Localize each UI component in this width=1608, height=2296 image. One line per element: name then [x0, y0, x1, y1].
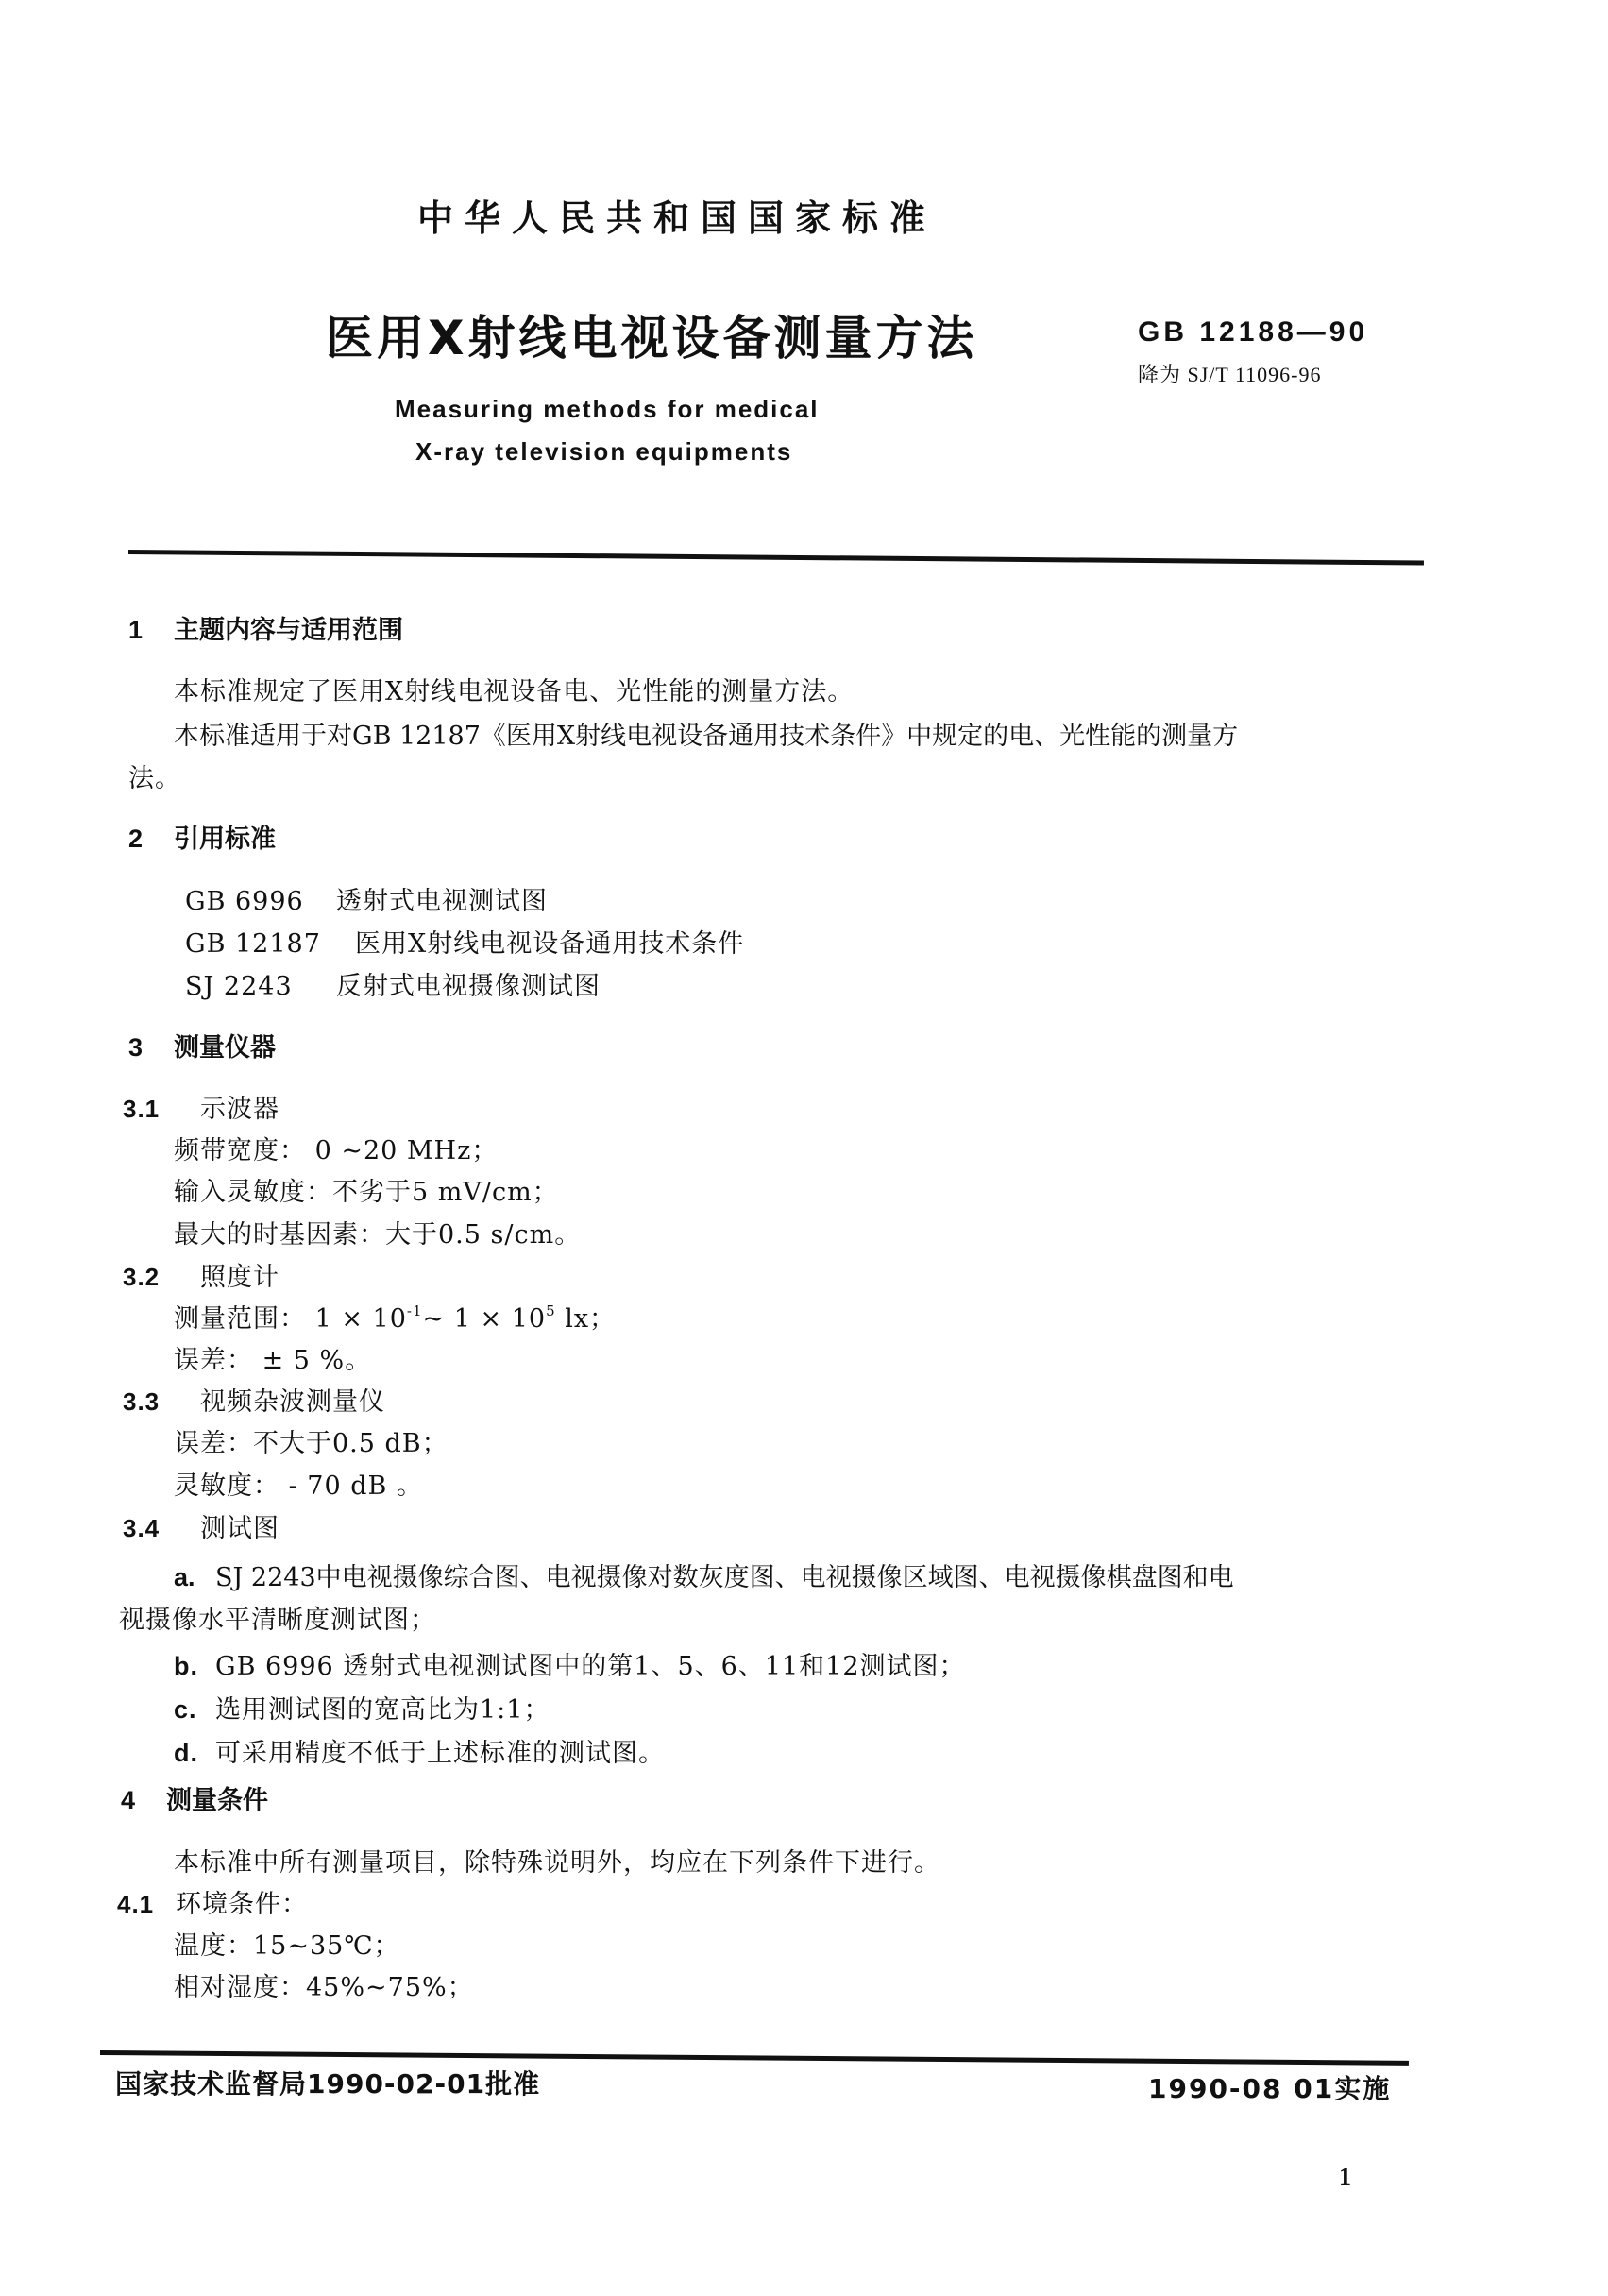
section-1-paragraph-2: 本标准适用于对GB 12187《医用X射线电视设备通用技术条件》中规定的电、光性能的测量方: [174, 722, 1239, 751]
section-3-heading: [128, 1027, 276, 1063]
section-1-paragraph-1: 本标准规定了医用X射线电视设备电、光性能的测量方法。: [174, 677, 855, 706]
subsection-3-2-heading: [123, 1256, 279, 1293]
section-title: 测量仪器: [174, 1033, 276, 1063]
subsection-3-1-heading: [123, 1088, 279, 1125]
document-title-en-line2: X-ray television equipments: [415, 437, 793, 466]
list-item-a-cont: 视摄像水平清晰度测试图；: [119, 1606, 436, 1635]
section-1-paragraph-2-cont: 法。: [128, 764, 181, 793]
reference-name: 透射式电视测试图: [336, 887, 548, 916]
subsection-3-4-heading: [123, 1507, 279, 1544]
national-standard-heading: 中华人民共和国国家标准: [417, 197, 938, 239]
reference-code: GB 12187: [185, 929, 321, 959]
spec-line: 误差： ± 5 %。: [174, 1346, 372, 1375]
subsection-number: 4.1: [117, 1890, 155, 1918]
subsection-3-3-heading: [123, 1381, 385, 1418]
list-item-d: [174, 1732, 665, 1769]
section-title: 主题内容与适用范围: [174, 616, 403, 645]
reference-code: GB 6996: [185, 887, 304, 916]
list-text: 选用测试图的宽高比为1:1；: [215, 1695, 550, 1725]
section-2-heading: [128, 818, 276, 855]
subsection-title: 示波器: [200, 1095, 279, 1124]
range-exponent-2: 5: [546, 1302, 556, 1319]
reference-item: [185, 923, 744, 960]
list-letter: d.: [174, 1739, 198, 1767]
document-title-en-line1: Measuring methods for medical: [395, 395, 820, 423]
spec-line: 最大的时基因素：大于0.5 s/cm。: [174, 1220, 582, 1250]
subsection-title: 测试图: [200, 1514, 279, 1543]
spec-line: 温度：15~35℃；: [174, 1931, 400, 1961]
reference-item: [185, 880, 548, 917]
subsection-title: 照度计: [200, 1263, 279, 1292]
section-4-intro: 本标准中所有测量项目，除特殊说明外，均应在下列条件下进行。: [174, 1848, 940, 1878]
list-text: 可采用精度不低于上述标准的测试图。: [215, 1739, 665, 1768]
effective-date-notice: 1990-08 01实施: [1148, 2073, 1392, 2104]
spec-line: 相对湿度：45%~75%；: [174, 1973, 474, 2002]
subsection-title: 视频杂波测量仪: [200, 1387, 385, 1417]
list-letter: a.: [174, 1563, 195, 1591]
list-text: GB 6996 透射式电视测试图中的第1、5、6、11和12测试图；: [215, 1652, 966, 1681]
spec-line: 频带宽度： 0 ~20 MHz；: [174, 1136, 499, 1165]
range-exponent-1: -1: [406, 1302, 423, 1319]
range-label: 测量范围： 1 × 10: [174, 1304, 407, 1334]
spec-line-range: [174, 1298, 616, 1335]
subsection-number: 3.3: [123, 1387, 161, 1416]
section-title: 引用标准: [174, 825, 276, 854]
range-mid: ~ 1 × 10: [422, 1304, 547, 1334]
header-divider: [128, 550, 1424, 565]
list-letter: c.: [174, 1695, 197, 1724]
subsection-number: 3.2: [123, 1263, 161, 1291]
list-letter: b.: [174, 1652, 198, 1680]
reference-item: [185, 965, 601, 1002]
reference-code: SJ 2243: [185, 972, 293, 1001]
standard-code: GB 12188—90: [1138, 316, 1369, 348]
section-number: 3: [128, 1033, 144, 1062]
section-title: 测量条件: [166, 1786, 268, 1815]
list-item-a: [174, 1556, 1234, 1593]
list-text: SJ 2243中电视摄像综合图、电视摄像对数灰度图、电视摄像区域图、电视摄像棋盘图和电: [215, 1563, 1234, 1592]
range-unit: lx；: [555, 1304, 617, 1334]
section-number: 2: [128, 825, 144, 853]
section-number: 1: [128, 616, 144, 644]
standard-alt-code: 降为 SJ/T 11096-96: [1138, 363, 1322, 386]
spec-line: 输入灵敏度：不劣于5 mV/cm；: [174, 1178, 559, 1207]
reference-name: 医用X射线电视设备通用技术条件: [355, 929, 745, 959]
spec-line: 误差：不大于0.5 dB；: [174, 1429, 449, 1458]
page-number: 1: [1339, 2163, 1351, 2190]
section-4-heading: [121, 1779, 268, 1816]
approval-notice: 国家技术监督局1990-02-01批准: [115, 2068, 541, 2100]
subsection-number: 3.4: [123, 1514, 161, 1542]
document-title-cn: 医用X射线电视设备测量方法: [326, 311, 978, 366]
spec-line: 灵敏度： - 70 dB 。: [174, 1471, 423, 1501]
subsection-number: 3.1: [123, 1095, 161, 1123]
subsection-title: 环境条件：: [176, 1890, 308, 1919]
reference-name: 反射式电视摄像测试图: [336, 972, 601, 1001]
section-number: 4: [121, 1786, 136, 1814]
list-item-b: [174, 1645, 966, 1682]
section-1-heading: [128, 609, 403, 646]
subsection-4-1-heading: [117, 1883, 308, 1920]
list-item-c: [174, 1689, 550, 1726]
